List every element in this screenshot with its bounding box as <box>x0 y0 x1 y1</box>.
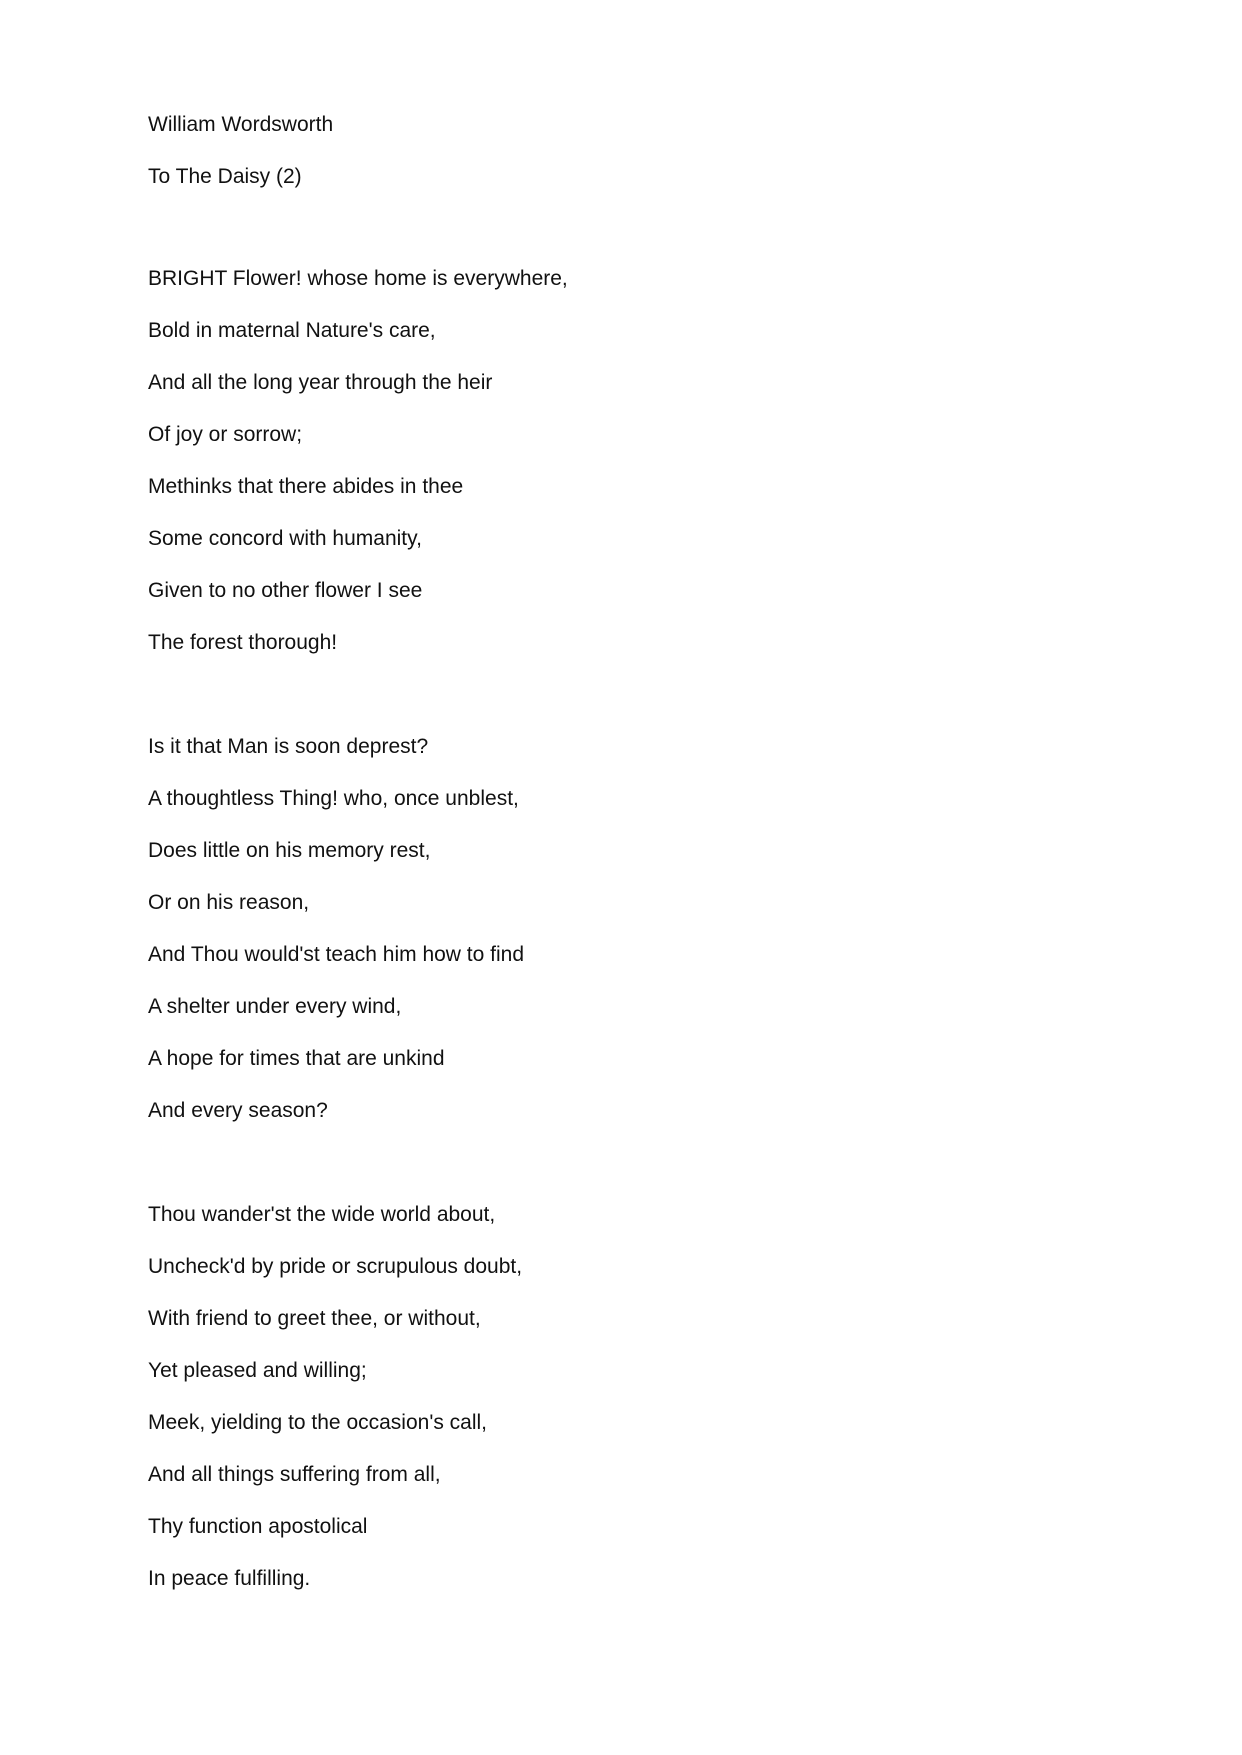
poem-line: Uncheck'd by pride or scrupulous doubt, <box>148 1255 523 1278</box>
poem-line: And every season? <box>148 1099 328 1122</box>
poem-line: Is it that Man is soon deprest? <box>148 735 429 758</box>
poem-line: In peace fulfilling. <box>148 1567 311 1590</box>
poem-title: To The Daisy (2) <box>148 165 302 188</box>
poem-line: Does little on his memory rest, <box>148 839 431 862</box>
poem-line: Meek, yielding to the occasion's call, <box>148 1411 488 1434</box>
poem-line: With friend to greet thee, or without, <box>148 1307 481 1330</box>
author-name: William Wordsworth <box>148 113 334 136</box>
poem-line: Given to no other flower I see <box>148 579 423 602</box>
poem-line: Of joy or sorrow; <box>148 423 303 446</box>
poem-line: And all things suffering from all, <box>148 1463 441 1486</box>
poem-line: The forest thorough! <box>148 631 338 654</box>
poem-line: And Thou would'st teach him how to find <box>148 943 525 966</box>
poem-line: Thy function apostolical <box>148 1515 368 1538</box>
poem-line: Or on his reason, <box>148 891 310 914</box>
poem-line: Bold in maternal Nature's care, <box>148 319 436 342</box>
poem-line: A shelter under every wind, <box>148 995 402 1018</box>
poem-line: BRIGHT Flower! whose home is everywhere, <box>148 267 568 290</box>
poem-line: Methinks that there abides in thee <box>148 475 464 498</box>
poem-line: And all the long year through the heir <box>148 371 493 394</box>
poem-line: Yet pleased and willing; <box>148 1359 367 1382</box>
poem-line: Thou wander'st the wide world about, <box>148 1203 496 1226</box>
poem-line: Some concord with humanity, <box>148 527 422 550</box>
poem-line: A thoughtless Thing! who, once unblest, <box>148 787 519 810</box>
poem-line: A hope for times that are unkind <box>148 1047 445 1070</box>
